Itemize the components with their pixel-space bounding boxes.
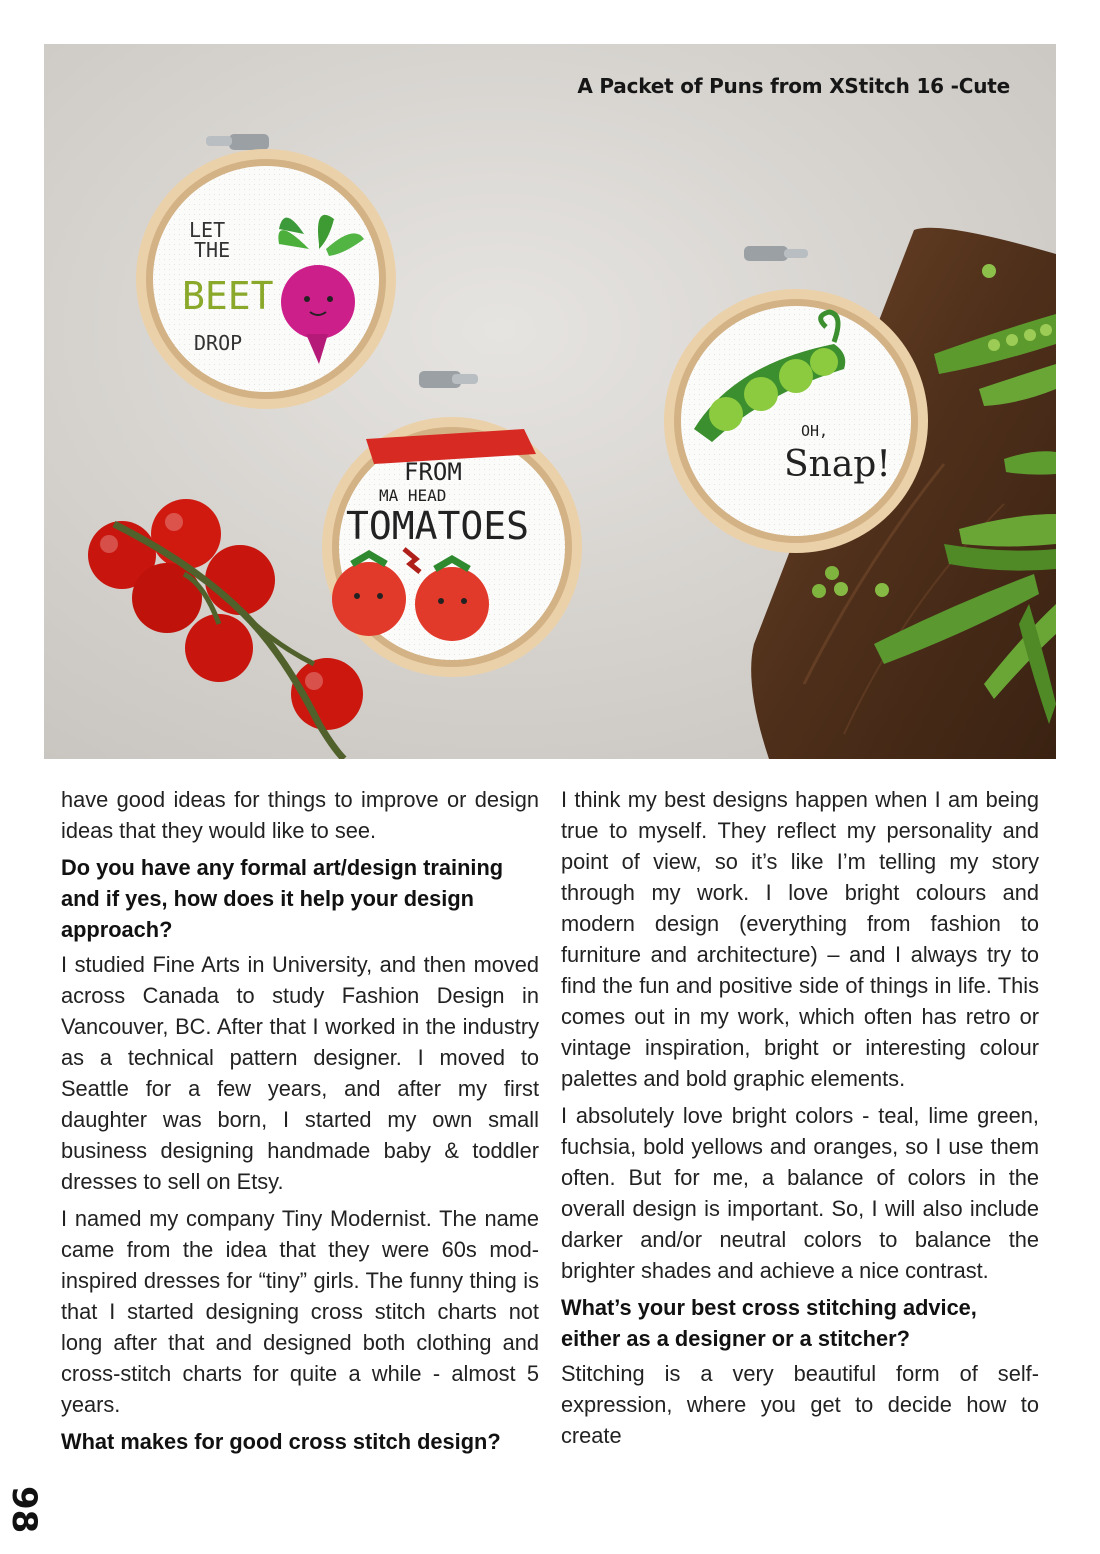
photo-caption: A Packet of Puns from XStitch 16 -Cute	[577, 74, 1010, 98]
left-paragraph-1: have good ideas for things to improve or design ideas that they would like to see.	[61, 787, 539, 843]
right-paragraph-1: I think my best designs happen when I am being true to myself. They reflect my personality and point of view, so it’s like I’m telling my story through my work. I love bright colours and modern design (everything from fashion to furniture and architecture) – and I always try to find the fun and positive side of things in life. This comes out in my work, which often has retro or vintage inspiration, bright or interesting colour palettes and bold graphic elements.	[561, 787, 1039, 1091]
hero-photo	[44, 44, 1056, 759]
pea-line1: OH,	[801, 422, 829, 440]
cross-stitch-photo-illustration	[44, 44, 1056, 759]
right-paragraph-2: I absolutely love bright colors - teal, lime green, fuchsia, bold yellows and oranges, so I use them often. But for me, a balance of colors in the overall design is important. So, I will also include darker and/or neutral colors to balance the brighter shades and achieve a nice contrast.	[561, 1103, 1039, 1283]
pea-line2: Snap!	[784, 444, 891, 485]
beet-line4: DROP	[194, 331, 243, 355]
page-number: 98	[4, 1486, 44, 1534]
tomato-line3: TOMATOES	[346, 504, 530, 548]
left-question-1: Do you have any formal art/design training and if yes, how does it help your design approach?	[61, 855, 504, 942]
tomato-line2: MA HEAD	[379, 486, 447, 505]
beet-line3: BEET	[182, 274, 274, 318]
right-paragraph-3: Stitching is a very beautiful form of self-expression, where you get to decide how to create	[561, 1361, 1039, 1448]
left-column	[61, 784, 539, 1461]
beet-line1: LET	[189, 218, 226, 242]
tomato-line1: FROM	[404, 458, 462, 486]
left-question-2: What makes for good cross stitch design?	[61, 1429, 501, 1454]
beet-line2: THE	[194, 238, 231, 262]
right-column	[561, 784, 1039, 1457]
left-paragraph-2: I studied Fine Arts in University, and then moved across Canada to study Fashion Design in Vancouver, BC. After that I worked in the industry as a technical pattern designer. I moved to Seattle for a few years, and after my first daughter was born, I started my own small business designing handmade baby & toddler dresses to sell on Etsy.	[61, 952, 539, 1194]
left-paragraph-3: I named my company Tiny Modernist. The name came from the idea that they were 60s mod-inspired dresses for “tiny” girls. The funny thing is that I started designing cross stitch charts not long after that and designed both clothing and cross-stitch charts for quite a while - almost 5 years.	[61, 1206, 539, 1417]
right-question-1: What’s your best cross stitching advice, either as a designer or a stitcher?	[561, 1295, 977, 1351]
